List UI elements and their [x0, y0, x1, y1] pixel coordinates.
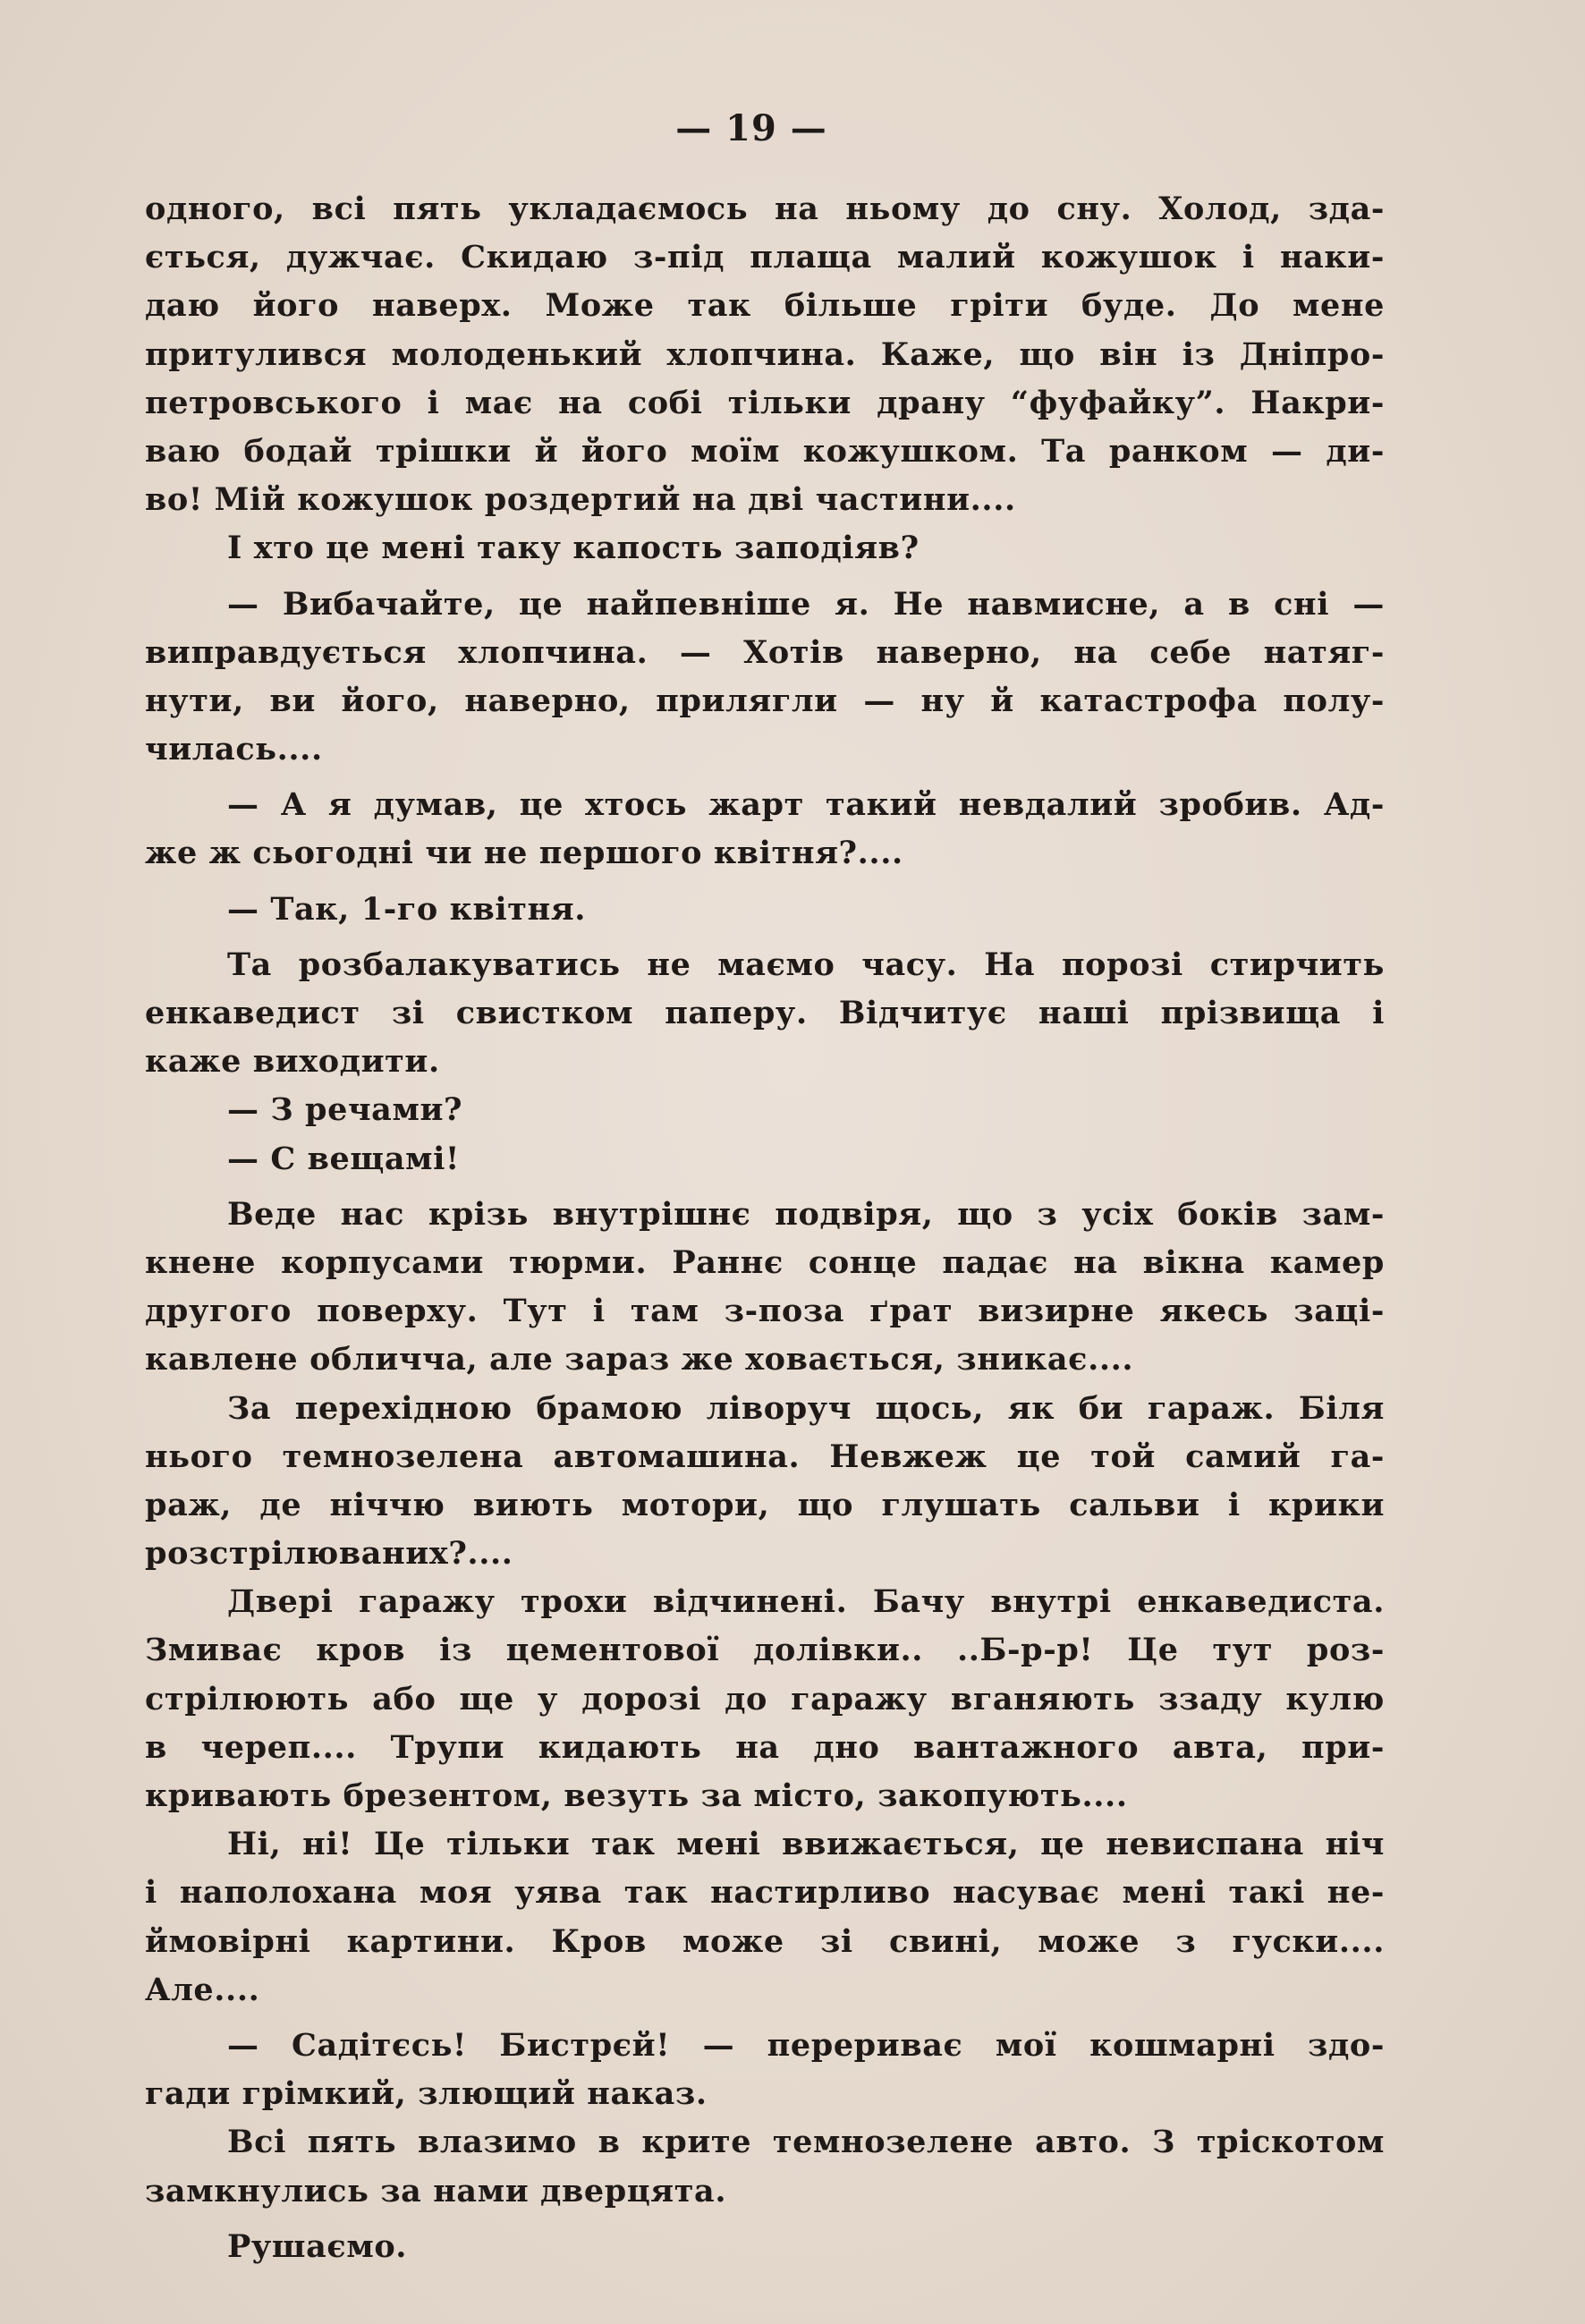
text-line: За перехідною брамою ліворуч щось, як би гараж. Біля — [227, 1389, 1385, 1427]
text-line: І хто це мені таку капость заподіяв? — [227, 530, 920, 567]
text-line: і наполохана моя уява так настирливо насуває мені такі не- — [145, 1874, 1385, 1912]
text-line: Ні, ні! Це тільки так мені ввижається, це невиспана ніч — [227, 1826, 1385, 1863]
text-line: каже виходити. — [145, 1043, 440, 1081]
text-line: Але.... — [145, 1971, 260, 2008]
text-line: кнене корпусами тюрми. Раннє сонце падає на вікна камер — [145, 1243, 1385, 1281]
text-line: ймовірні картини. Кров може зі свині, може з гуски.... — [145, 1922, 1385, 1960]
text-line: розстрілюваних?.... — [145, 1535, 513, 1573]
text-line: кавлене обличча, але зараз же ховається, зникає.... — [145, 1341, 1134, 1378]
text-line: — Так, 1-го квітня. — [227, 890, 587, 928]
text-line: петровського і має на собі тільки драну “фуфайку”. Накри- — [145, 384, 1385, 421]
text-line: ваю бодай трішки й його моїм кожушком. Та ранком — ди- — [145, 432, 1385, 470]
text-line: стрілюють або ще у дорозі до гаражу вганяють ззаду кулю — [145, 1680, 1385, 1718]
text-line: — А я думав, це хтось жарт такий невдалий зробив. Ад- — [227, 786, 1385, 824]
text-line: одного, всі пять укладаємось на ньому до сну. Холод, зда- — [145, 191, 1385, 227]
text-line: другого поверху. Тут і там з-поза ґрат визирне якесь заці- — [145, 1293, 1385, 1330]
text-line: — Садітєсь! Бистрєй! — перериває мої кошмарні здо- — [227, 2026, 1385, 2064]
body-text — [145, 185, 1385, 2271]
text-line: же ж сьогодні чи не першого квітня?.... — [145, 835, 903, 872]
text-line: раж, де ніччю виють мотори, що глушать сальви і крики — [145, 1486, 1385, 1523]
text-line: Всі пять влазимо в крите темнозелене авто. З тріскотом — [227, 2124, 1385, 2161]
text-line: енкаведист зі свистком паперу. Відчитує наші прізвища і — [145, 995, 1385, 1031]
text-line: нього темнозелена автомашина. Невжеж це той самий га- — [145, 1438, 1385, 1475]
text-line: Рушаємо. — [227, 2227, 408, 2265]
text-line: — З речами? — [227, 1091, 463, 1129]
text-line: притулився молоденький хлопчина. Каже, що він із Дніпро- — [145, 335, 1385, 373]
text-line: Змиває кров із цементової долівки.. ..Б-р-р! Це тут роз- — [145, 1632, 1385, 1669]
text-line: кривають брезентом, везуть за місто, закопують.... — [145, 1777, 1128, 1814]
text-line: виправдується хлопчина. — Хотів наверно, на себе натяг- — [145, 633, 1385, 671]
page-number: — 19 — — [675, 107, 827, 149]
text-line: — Вибачайте, це найпевніше я. Не навмисне, а в сні — — [227, 585, 1385, 623]
text-line: замкнулись за нами дверцята. — [145, 2172, 727, 2209]
text-line: Та розбалакуватись не маємо часу. На порозі стирчить — [227, 946, 1385, 983]
text-line: Веде нас крізь внутрішнє подвіря, що з усіх боків зам- — [227, 1195, 1385, 1233]
text-line: — С вещамі! — [227, 1140, 461, 1177]
text-line: Двері гаражу трохи відчинені. Бачу внутрі енкаведиста. — [227, 1583, 1385, 1621]
text-line: во! Мій кожушок роздертий на дві частини.... — [145, 481, 1016, 519]
text-line: чилась.... — [145, 731, 323, 768]
text-line: гади грімкий, злющий наказ. — [145, 2075, 708, 2113]
text-line: в череп.... Трупи кидають на дно вантажного авта, при- — [145, 1728, 1385, 1766]
text-line: нути, ви його, наверно, прилягли — ну й катастрофа полу- — [145, 682, 1385, 719]
text-line: даю його наверх. Може так більше гріти буде. До мене — [145, 287, 1385, 325]
text-line: ється, дужчає. Скидаю з-під плаща малий кожушок і наки- — [145, 239, 1385, 276]
